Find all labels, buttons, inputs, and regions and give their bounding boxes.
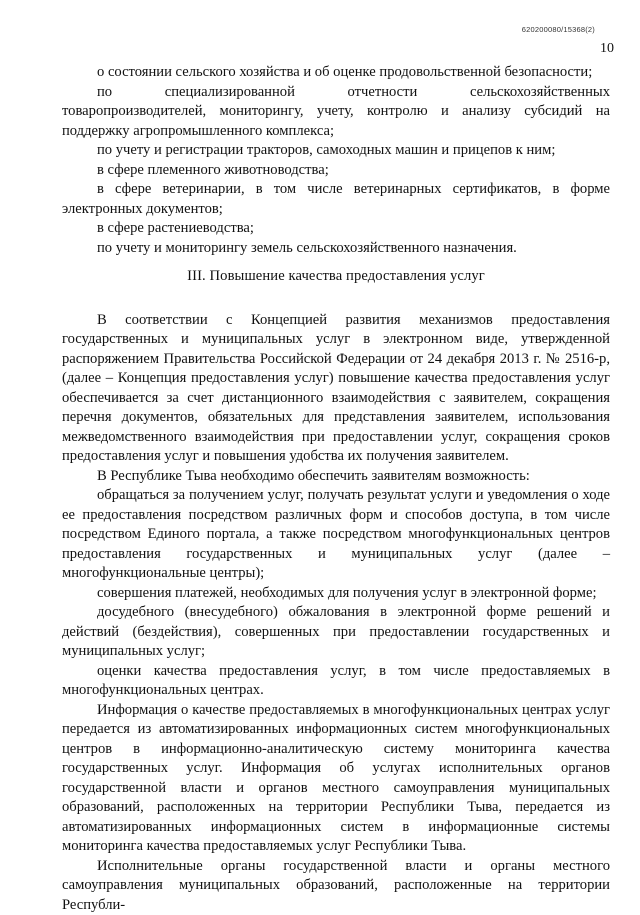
paragraph-quality-information: Информация о качестве предоставляемых в многофункциональных центрах услуг передается из автоматизированных информационных систем многофункциональных центров в информационно-аналитическую систему мониторинга качества государственных услуг. Информация об услугах исполнительных органов государственной власти и органов местного самоуправления муниципальных образований, расположенных на территории Республики Тыва, передается из автоматизированных информационных систем в информационные системы мониторинга качества предоставляемых услуг Республики Тыва.: [62, 701, 610, 857]
paragraph-payments: совершения платежей, необходимых для получения услуг в электронной форме;: [62, 584, 610, 604]
paragraph-apply-for-services: обращаться за получением услуг, получать результат услуги и уведомления о ходе ее предоставления посредством различных форм и способов доступа, в том числе посредством Единого портала, а также посредством многофункциональных центров предоставления государственных и муниципальных услуг (далее – многофункциональные центры);: [62, 486, 610, 584]
paragraph-appeal: досудебного (внесудебного) обжалования в электронной форме решений и действий (бездействия), совершенных при предоставлении государственных и муниципальных услуг;: [62, 603, 610, 662]
list-item-veterinary: в сфере ветеринарии, в том числе ветеринарных сертификатов, в форме электронных документов;: [62, 180, 610, 219]
document-id: 620200080/15368(2): [522, 25, 595, 34]
paragraph-concept: В соответствии с Концепцией развития механизмов предоставления государственных и муниципальных услуг в электронном виде, утвержденной распоряжением Правительства Российской Федерации от 24 декабря 2013 г. № 2516-р, (далее – Концепция предоставления услуг) повышение качества предоставления услуг обеспечивается за счет дистанционного взаимодействия с заявителем, сокращения перечня документов, обязательных для представления заявителем, использования межведомственного взаимодействия при предоставлении услуг, сокращения сроков предоставления услуг и повышения удобства их получения заявителем.: [62, 311, 610, 467]
list-item-crop-production: в сфере растениеводства;: [62, 219, 610, 239]
list-item-livestock-breeding: в сфере племенного животноводства;: [62, 161, 610, 181]
list-item-tractor-registration: по учету и регистрации тракторов, самоходных машин и прицепов к ним;: [62, 141, 610, 161]
page-number: 10: [600, 41, 614, 57]
list-item-agricultural-land: по учету и мониторингу земель сельскохозяйственного назначения.: [62, 239, 610, 259]
list-item-specialized-reporting: по специализированной отчетности сельскохозяйственных товаропроизводителей, мониторингу, учету, контролю и анализу субсидий на поддержку агропромышленного комплекса;: [62, 83, 610, 142]
section-heading: III. Повышение качества предоставления услуг: [62, 267, 610, 287]
list-item-agriculture-state: о состоянии сельского хозяйства и об оценке продовольственной безопасности;: [62, 63, 610, 83]
document-body: [62, 63, 610, 915]
paragraph-executive-bodies: Исполнительные органы государственной власти и органы местного самоуправления муниципальных образований, расположенные на территории Республи-: [62, 857, 610, 915]
paragraph-tyva-possibilities: В Республике Тыва необходимо обеспечить заявителям возможность:: [62, 467, 610, 487]
paragraph-quality-assessment: оценки качества предоставления услуг, в том числе предоставляемых в многофункциональных центрах.: [62, 662, 610, 701]
